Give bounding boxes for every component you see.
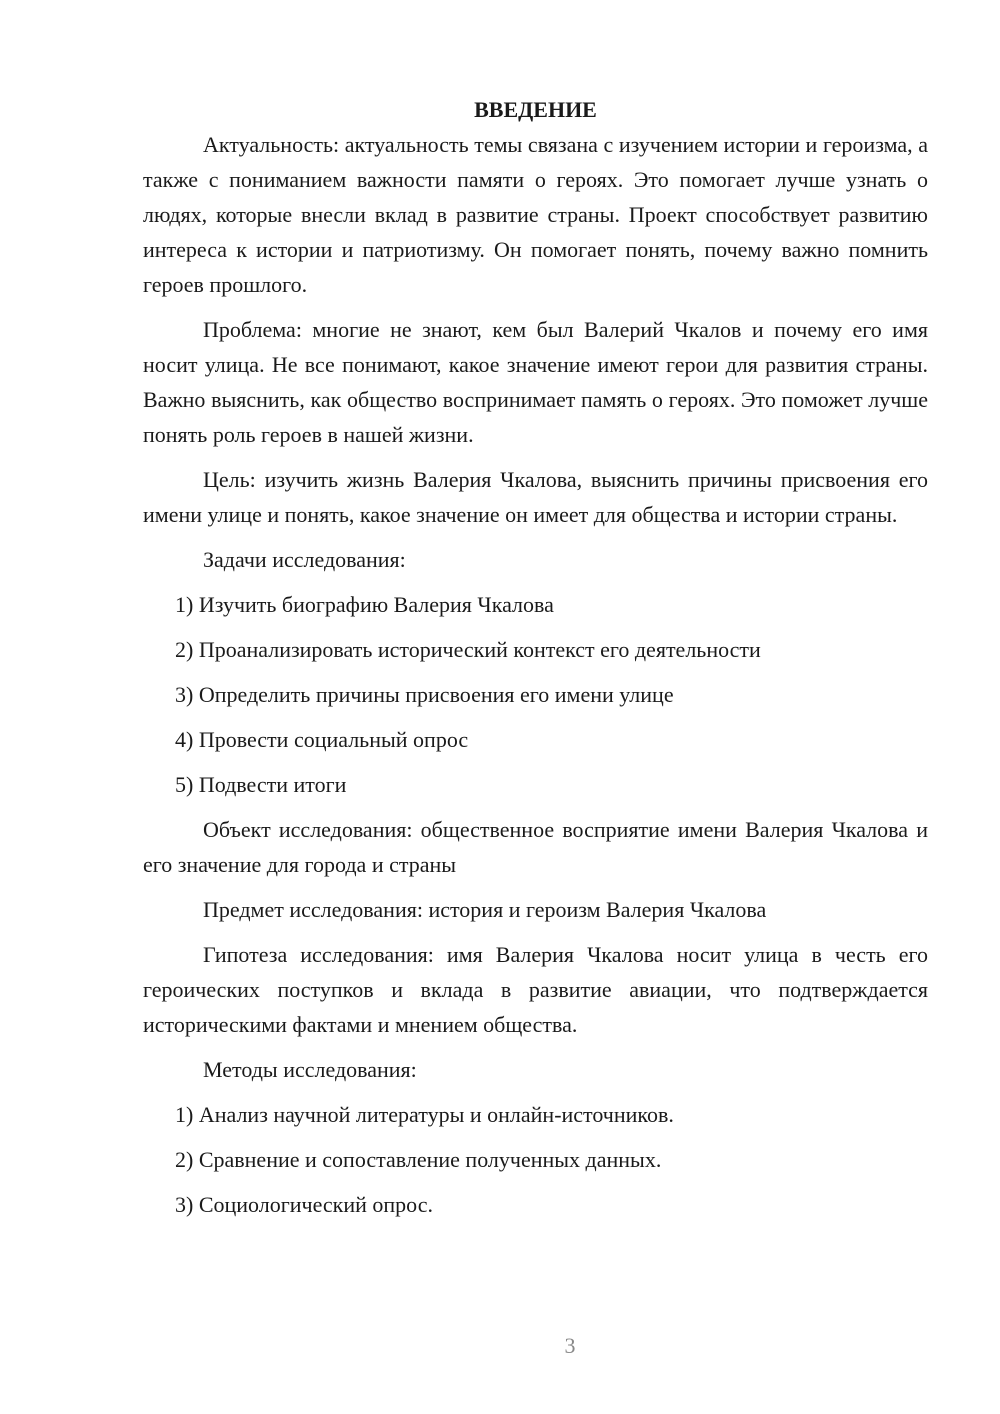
- task-item: 3) Определить причины присвоения его имени улице: [175, 682, 674, 707]
- method-item: 3) Социологический опрос.: [175, 1192, 433, 1217]
- method-item: 2) Сравнение и сопоставление полученных данных.: [175, 1147, 662, 1172]
- task-item: 1) Изучить биографию Валерия Чкалова: [175, 592, 554, 617]
- goal-paragraph: Цель: изучить жизнь Валерия Чкалова, выяснить причины присвоения его имени улице и понять, какое значение он имеет для общества и истории страны.: [143, 467, 928, 527]
- methods-heading: Методы исследования:: [203, 1057, 417, 1082]
- tasks-heading: Задачи исследования:: [203, 547, 406, 572]
- problem-paragraph: Проблема: многие не знают, кем был Валерий Чкалов и почему его имя носит улица. Не все понимают, какое значение имеют герои для развития страны. Важно выяснить, как общество воспринимает память о героях. Это поможет лучше понять роль героев в нашей жизни.: [143, 317, 928, 447]
- subject-paragraph: Предмет исследования: история и героизм Валерия Чкалова: [203, 897, 767, 922]
- document-page: [143, 92, 928, 1232]
- object-paragraph: Объект исследования: общественное восприятие имени Валерия Чкалова и его значение для города и страны: [143, 817, 928, 877]
- relevance-paragraph: Актуальность: актуальность темы связана с изучением истории и героизма, а также с пониманием важности памяти о героях. Это помогает лучше узнать о людях, которые внесли вклад в развитие страны. Проект способствует развитию интереса к истории и патриотизму. Он помогает понять, почему важно помнить героев прошлого.: [143, 132, 928, 297]
- section-title: ВВЕДЕНИЕ: [474, 97, 597, 122]
- task-item: 2) Проанализировать исторический контекст его деятельности: [175, 637, 761, 662]
- task-item: 4) Провести социальный опрос: [175, 727, 469, 752]
- task-item: 5) Подвести итоги: [175, 772, 347, 797]
- method-item: 1) Анализ научной литературы и онлайн-источников.: [175, 1102, 674, 1127]
- page-number: 3: [564, 1333, 576, 1358]
- hypothesis-paragraph: Гипотеза исследования: имя Валерия Чкалова носит улица в честь его героических поступков и вклада в развитие авиации, что подтверждается историческими фактами и мнением общества.: [143, 942, 928, 1037]
